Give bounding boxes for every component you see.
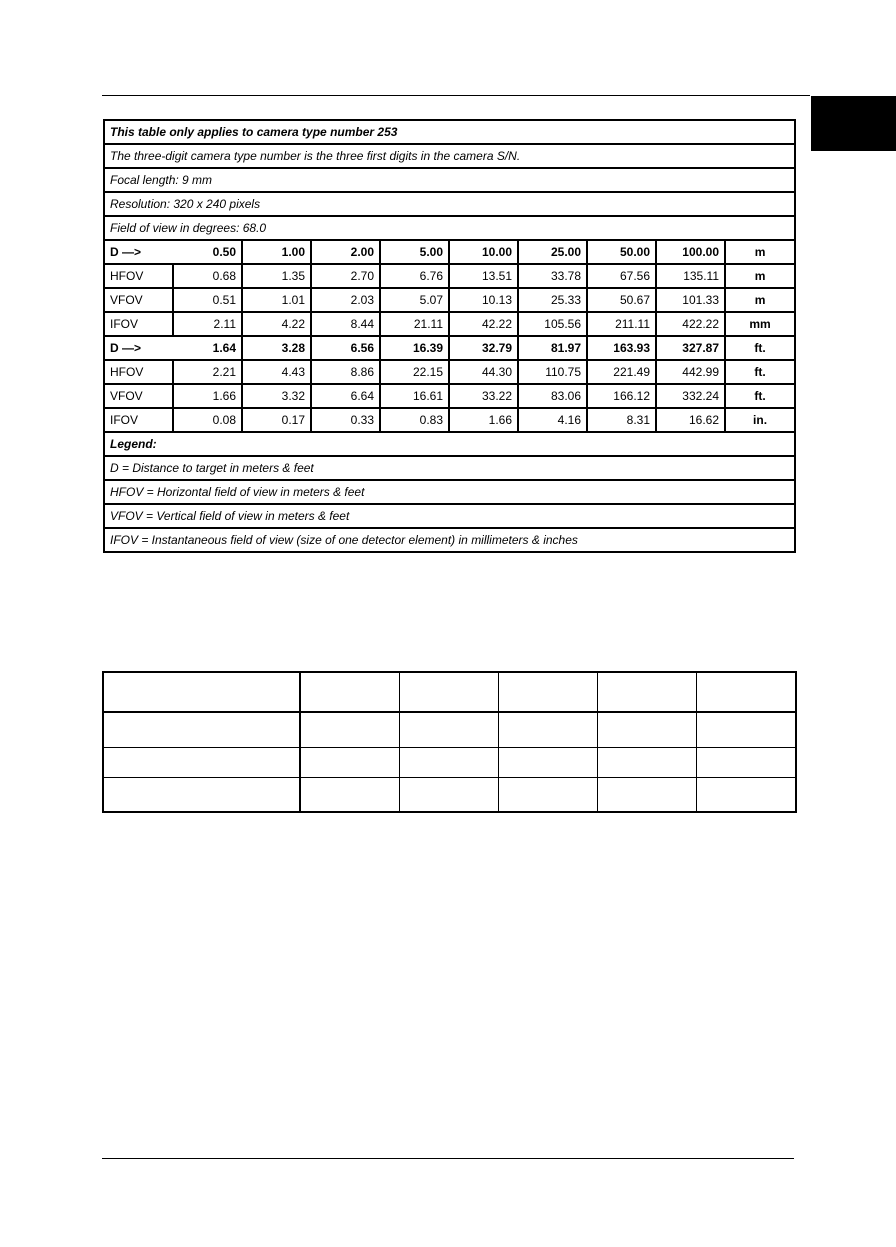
note-row <box>104 120 795 144</box>
metric-vfov-row <box>104 288 795 312</box>
legend-row <box>104 480 795 504</box>
value-cell: 0.08 <box>173 408 242 432</box>
blank-table-row <box>103 672 796 712</box>
distance-cell: 2.00 <box>311 240 380 264</box>
blank-cell <box>498 747 597 777</box>
value-cell: 221.49 <box>587 360 656 384</box>
value-cell: 110.75 <box>518 360 587 384</box>
value-cell: 0.83 <box>380 408 449 432</box>
imperial-ifov-row <box>104 408 795 432</box>
distance-cell: 5.00 <box>380 240 449 264</box>
blank-cell <box>300 777 399 812</box>
value-cell: 2.70 <box>311 264 380 288</box>
value-cell: 6.64 <box>311 384 380 408</box>
value-cell: 422.22 <box>656 312 725 336</box>
distance-cell: 25.00 <box>518 240 587 264</box>
legend-vfov: VFOV = Vertical field of view in meters & feet <box>104 504 795 528</box>
imperial-vfov-row <box>104 384 795 408</box>
value-cell: 1.66 <box>449 408 518 432</box>
value-cell: 4.16 <box>518 408 587 432</box>
unit-cell: m <box>725 240 795 264</box>
value-cell: 4.22 <box>242 312 311 336</box>
blank-table <box>102 671 797 813</box>
distance-cell: 100.00 <box>656 240 725 264</box>
blank-cell <box>399 712 498 747</box>
value-cell: 5.07 <box>380 288 449 312</box>
distance-cell: 1.64 <box>173 336 242 360</box>
legend-row <box>104 528 795 552</box>
blank-cell <box>300 712 399 747</box>
unit-cell: ft. <box>725 336 795 360</box>
row-label: VFOV <box>104 384 173 408</box>
unit-cell: mm <box>725 312 795 336</box>
value-cell: 2.11 <box>173 312 242 336</box>
distance-cell: 327.87 <box>656 336 725 360</box>
distance-cell: 6.56 <box>311 336 380 360</box>
unit-cell: m <box>725 264 795 288</box>
metric-distance-row <box>104 240 795 264</box>
blank-cell <box>597 777 696 812</box>
value-cell: 0.51 <box>173 288 242 312</box>
blank-cell <box>498 712 597 747</box>
footer-rule <box>102 1158 794 1159</box>
resolution-note: Resolution: 320 x 240 pixels <box>104 192 795 216</box>
chapter-tab-marker <box>811 96 896 151</box>
row-label: IFOV <box>104 408 173 432</box>
value-cell: 33.78 <box>518 264 587 288</box>
fov-table <box>103 119 796 553</box>
value-cell: 33.22 <box>449 384 518 408</box>
distance-cell: 0.50 <box>173 240 242 264</box>
metric-ifov-row <box>104 312 795 336</box>
unit-cell: ft. <box>725 384 795 408</box>
distance-cell: 16.39 <box>380 336 449 360</box>
legend-row <box>104 504 795 528</box>
value-cell: 16.61 <box>380 384 449 408</box>
value-cell: 0.17 <box>242 408 311 432</box>
blank-cell <box>696 712 796 747</box>
header-rule <box>102 95 810 96</box>
value-cell: 67.56 <box>587 264 656 288</box>
blank-table-row <box>103 747 796 777</box>
value-cell: 101.33 <box>656 288 725 312</box>
legend-hfov: HFOV = Horizontal field of view in meters & feet <box>104 480 795 504</box>
distance-cell: 10.00 <box>449 240 518 264</box>
metric-hfov-row <box>104 264 795 288</box>
value-cell: 22.15 <box>380 360 449 384</box>
row-label: D —> <box>104 336 173 360</box>
legend-ifov: IFOV = Instantaneous field of view (size of one detector element) in millimeters & inches <box>104 528 795 552</box>
blank-cell <box>597 672 696 712</box>
row-label: D —> <box>104 240 173 264</box>
blank-cell <box>300 747 399 777</box>
value-cell: 50.67 <box>587 288 656 312</box>
value-cell: 42.22 <box>449 312 518 336</box>
blank-cell <box>597 712 696 747</box>
focal-length-note: Focal length: 9 mm <box>104 168 795 192</box>
row-label: HFOV <box>104 360 173 384</box>
note-row <box>104 144 795 168</box>
distance-cell: 50.00 <box>587 240 656 264</box>
value-cell: 10.13 <box>449 288 518 312</box>
row-label: VFOV <box>104 288 173 312</box>
value-cell: 8.44 <box>311 312 380 336</box>
value-cell: 166.12 <box>587 384 656 408</box>
value-cell: 83.06 <box>518 384 587 408</box>
value-cell: 13.51 <box>449 264 518 288</box>
value-cell: 6.76 <box>380 264 449 288</box>
blank-cell <box>498 672 597 712</box>
value-cell: 3.32 <box>242 384 311 408</box>
blank-cell <box>103 777 300 812</box>
row-label: HFOV <box>104 264 173 288</box>
legend-d: D = Distance to target in meters & feet <box>104 456 795 480</box>
legend-title: Legend: <box>104 432 795 456</box>
value-cell: 1.35 <box>242 264 311 288</box>
blank-cell <box>103 672 300 712</box>
row-label: IFOV <box>104 312 173 336</box>
value-cell: 105.56 <box>518 312 587 336</box>
value-cell: 21.11 <box>380 312 449 336</box>
distance-cell: 163.93 <box>587 336 656 360</box>
note-row <box>104 168 795 192</box>
blank-cell <box>300 672 399 712</box>
value-cell: 442.99 <box>656 360 725 384</box>
unit-cell: in. <box>725 408 795 432</box>
value-cell: 8.31 <box>587 408 656 432</box>
fov-degrees-note: Field of view in degrees: 68.0 <box>104 216 795 240</box>
distance-cell: 1.00 <box>242 240 311 264</box>
value-cell: 2.21 <box>173 360 242 384</box>
table-title: This table only applies to camera type number 253 <box>104 120 795 144</box>
distance-cell: 81.97 <box>518 336 587 360</box>
blank-cell <box>103 747 300 777</box>
value-cell: 44.30 <box>449 360 518 384</box>
blank-cell <box>103 712 300 747</box>
value-cell: 1.66 <box>173 384 242 408</box>
blank-cell <box>696 777 796 812</box>
value-cell: 0.68 <box>173 264 242 288</box>
blank-cell <box>696 747 796 777</box>
blank-cell <box>399 672 498 712</box>
legend-row <box>104 432 795 456</box>
value-cell: 1.01 <box>242 288 311 312</box>
distance-cell: 32.79 <box>449 336 518 360</box>
value-cell: 25.33 <box>518 288 587 312</box>
imperial-distance-row <box>104 336 795 360</box>
blank-table-row <box>103 712 796 747</box>
blank-cell <box>399 747 498 777</box>
value-cell: 135.11 <box>656 264 725 288</box>
unit-cell: ft. <box>725 360 795 384</box>
note-row <box>104 216 795 240</box>
value-cell: 16.62 <box>656 408 725 432</box>
blank-cell <box>399 777 498 812</box>
blank-cell <box>696 672 796 712</box>
distance-cell: 3.28 <box>242 336 311 360</box>
value-cell: 332.24 <box>656 384 725 408</box>
value-cell: 8.86 <box>311 360 380 384</box>
blank-cell <box>597 747 696 777</box>
value-cell: 211.11 <box>587 312 656 336</box>
type-note: The three-digit camera type number is the three first digits in the camera S/N. <box>104 144 795 168</box>
imperial-hfov-row <box>104 360 795 384</box>
value-cell: 4.43 <box>242 360 311 384</box>
unit-cell: m <box>725 288 795 312</box>
legend-row <box>104 456 795 480</box>
note-row <box>104 192 795 216</box>
value-cell: 2.03 <box>311 288 380 312</box>
blank-cell <box>498 777 597 812</box>
blank-table-row <box>103 777 796 812</box>
value-cell: 0.33 <box>311 408 380 432</box>
